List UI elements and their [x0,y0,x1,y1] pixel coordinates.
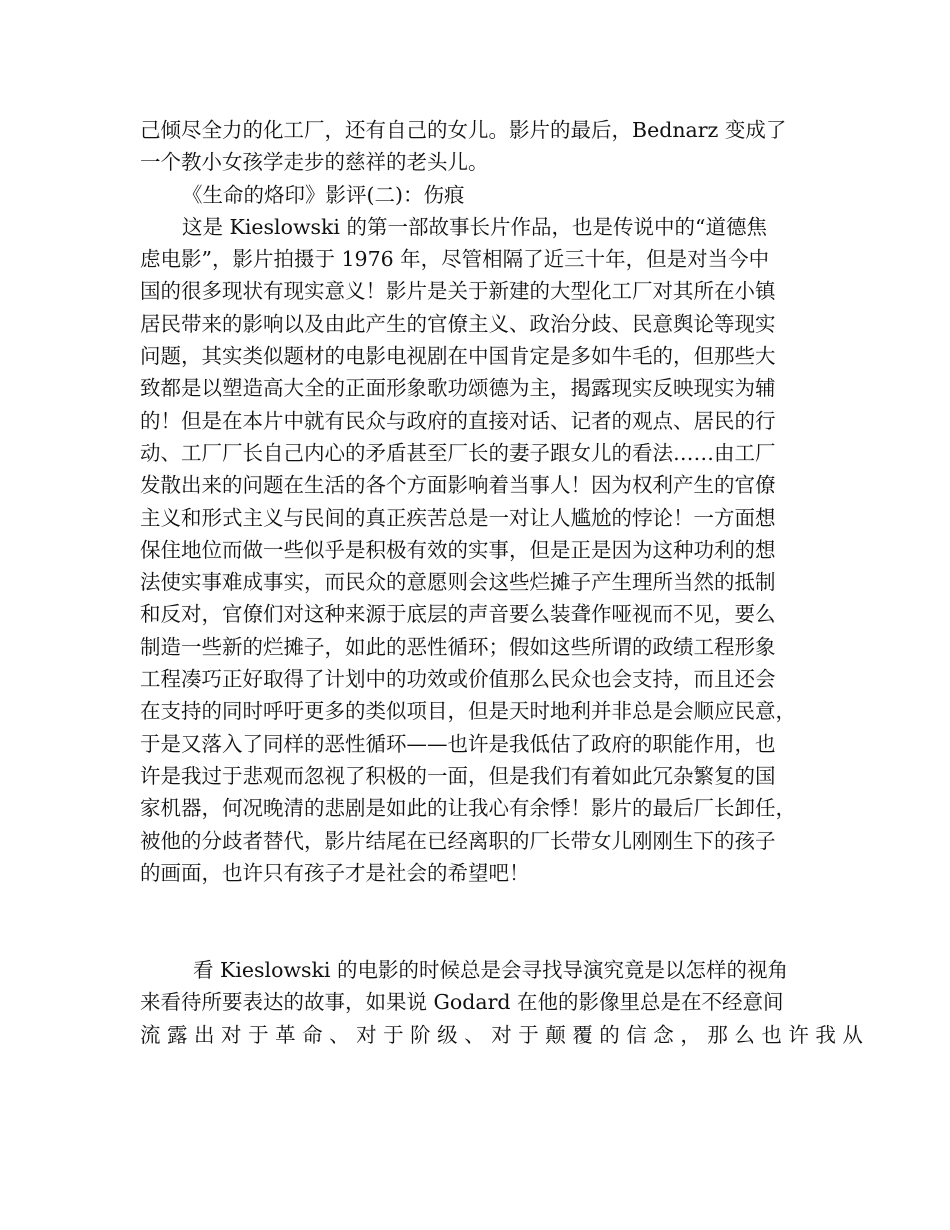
text-line: 流 露 出 对 于 革 命 、 对 于 阶 级 、 对 于 颠 覆 的 信 念 ， 那 么 也 许 我 从 [140,1022,863,1047]
text-line: 法使实事难成事实，而民众的意愿则会这些烂摊子产生理所当然的抵制 [140,570,776,595]
text-line: 动、工厂厂长自己内心的矛盾甚至厂长的妻子跟女儿的看法……由工厂 [140,440,776,465]
section-subtitle: 《生命的烙印》影评(二)：伤痕 [182,182,465,207]
text-line: 被他的分歧者替代，影片结尾在已经离职的厂长带女儿刚刚生下的孩子 [140,828,776,853]
text-line: 国的很多现状有现实意义！影片是关于新建的大型化工厂对其所在小镇 [140,279,776,304]
text-line: 问题，其实类似题材的电影电视剧在中国肯定是多如牛毛的，但那些大 [140,344,776,369]
text-line: 己倾尽全力的化工厂，还有自己的女儿。影片的最后，Bednarz 变成了 [140,118,787,142]
text-line: 一个教小女孩学走步的慈祥的老头儿。 [140,150,489,175]
text-line: 许是我过于悲观而忽视了积极的一面，但是我们有着如此冗杂繁复的国 [140,763,776,788]
text-line: 主义和形式主义与民间的真正疾苦总是一对让人尴尬的悖论！一方面想 [140,505,776,530]
text-line: 的画面，也许只有孩子才是社会的希望吧！ [140,860,530,885]
text-line: 和反对，官僚们对这种来源于底层的声音要么装聋作哑视而不见，要么 [140,602,776,627]
text-line: 这是 Kieslowski 的第一部故事长片作品，也是传说中的“道德焦 [182,214,767,239]
text-line: 发散出来的问题在生活的各个方面影响着当事人！因为权利产生的官僚 [140,473,776,498]
text-line: 看 Kieslowski 的电影的时候总是会寻找导演究竟是以怎样的视角 [193,958,788,982]
text-line: 保住地位而做一些似乎是积极有效的实事，但是正是因为这种功利的想 [140,537,776,562]
text-line: 居民带来的影响以及由此产生的官僚主义、政治分歧、民意舆论等现实 [140,311,776,336]
paragraph-continued [140,114,820,889]
text-line: 来看待所要表达的故事，如果说 Godard 在他的影像里总是在不经意间 [140,990,784,1015]
text-line: 制造一些新的烂摊子，如此的恶性循环；假如这些所谓的政绩工程形象 [140,634,776,659]
text-line: 致都是以塑造高大全的正面形象歌功颂德为主，揭露现实反映现实为辅 [140,376,776,401]
text-line: 于是又落入了同样的恶性循环——也许是我低估了政府的职能作用，也 [140,731,776,756]
text-line: 家机器，何况晚清的悲剧是如此的让我心有余悸！影片的最后厂长卸任， [140,796,796,821]
paragraph [140,954,863,1051]
text-line: 虑电影”，影片拍摄于 1976 年，尽管相隔了近三十年，但是对当今中 [140,247,770,272]
text-line: 工程凑巧正好取得了计划中的功效或价值那么民众也会支持，而且还会 [140,667,776,692]
text-line: 的！但是在本片中就有民众与政府的直接对话、记者的观点、居民的行 [140,408,776,433]
text-line: 在支持的同时呼吁更多的类似项目，但是天时地利并非总是会顺应民意， [140,699,796,724]
